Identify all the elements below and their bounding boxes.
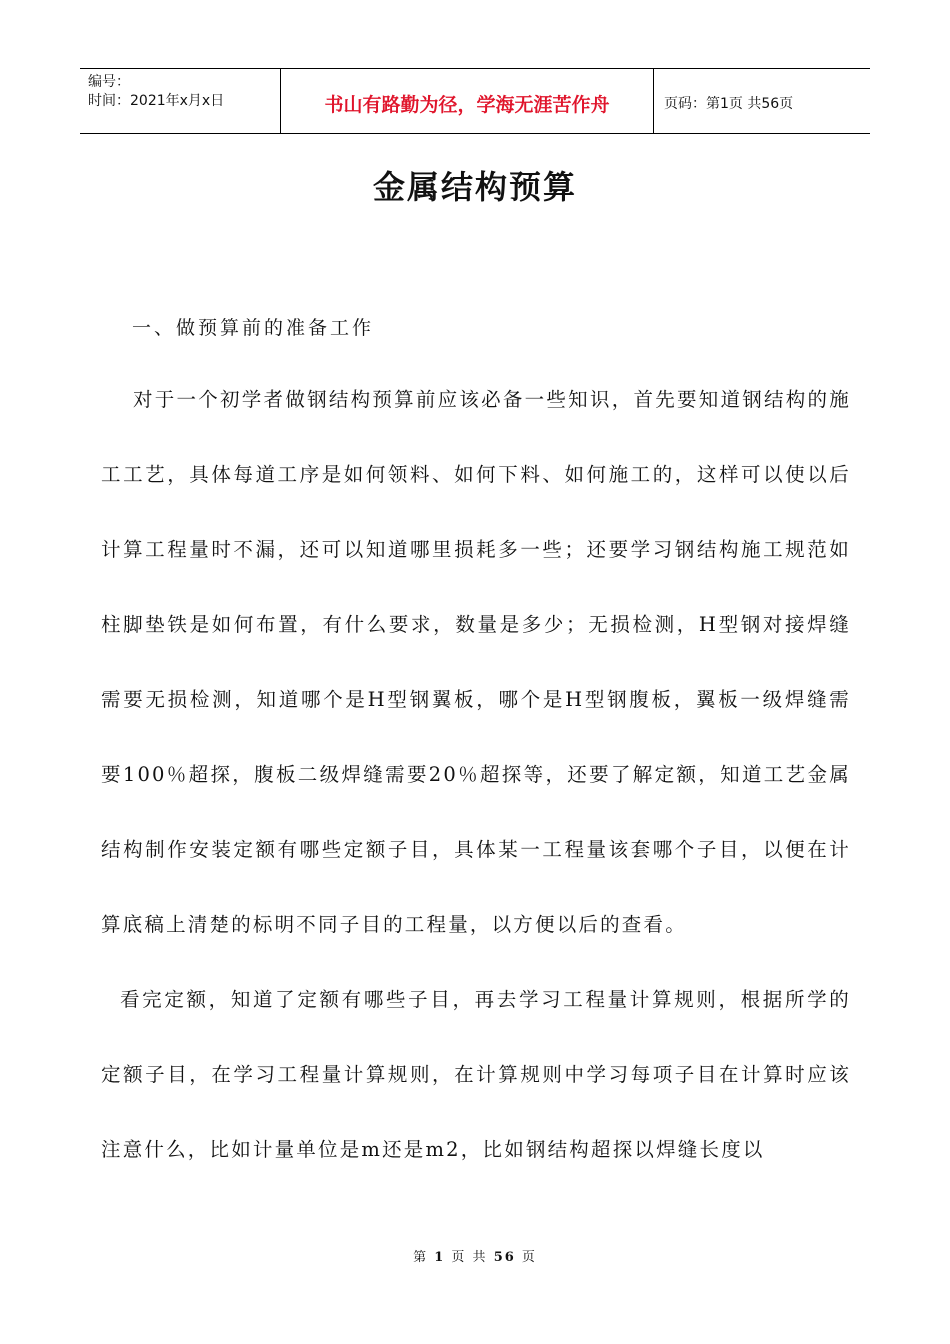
paragraph-2: 看完定额，知道了定额有哪些子目，再去学习工程量计算规则，根据所学的定额子目，在学习工程量计算规则，在计算规则中学习每项子目在计算时应该注意什么，比如计量单位是m还是m2，比如钢结构超探以焊缝长度以 [101, 988, 851, 1161]
header-meta-cell [80, 69, 281, 133]
footer-prefix: 第 [413, 1250, 429, 1265]
document-title: 金属结构预算 [372, 168, 577, 206]
footer-current-page: 1 [434, 1250, 446, 1265]
footer-middle: 页 共 [451, 1250, 488, 1265]
footer-suffix: 页 [521, 1250, 537, 1265]
paragraph-1: 对于一个初学者做钢结构预算前应该必备一些知识，首先要知道钢结构的施工工艺，具体每道工序是如何领料、如何下料、如何施工的，这样可以使以后计算工程量时不漏，还可以知道哪里损耗多一些；还要学习钢结构施工规范如柱脚垫铁是如何布置，有什么要求，数量是多少；无损检测，H型钢对接焊缝需要无损检测，知道哪个是H型钢翼板，哪个是H型钢腹板，翼板一级焊缝需要100％超探，腹板二级焊缝需要20％超探等，还要了解定额，知道工艺金属结构制作安装定额有哪些定额子目，具体某一工程量该套哪个子目，以便在计算底稿上清楚的标明不同子目的工程量，以方便以后的查看。 [101, 388, 851, 936]
number-label: 编号： [88, 74, 130, 90]
page-footer [0, 1246, 950, 1265]
section-heading: 一、做预算前的准备工作 [132, 317, 375, 339]
motto-cell [281, 69, 654, 133]
page-info-cell [654, 69, 870, 133]
header-table [80, 68, 870, 134]
body-text [101, 362, 851, 1187]
date-label: 时间：2021年x月x日 [88, 93, 225, 109]
page-info-text: 页码：第1页 共56页 [664, 96, 794, 112]
footer-total-pages: 56 [493, 1250, 516, 1265]
motto-text: 书山有路勤为径，学海无涯苦作舟 [324, 93, 610, 116]
